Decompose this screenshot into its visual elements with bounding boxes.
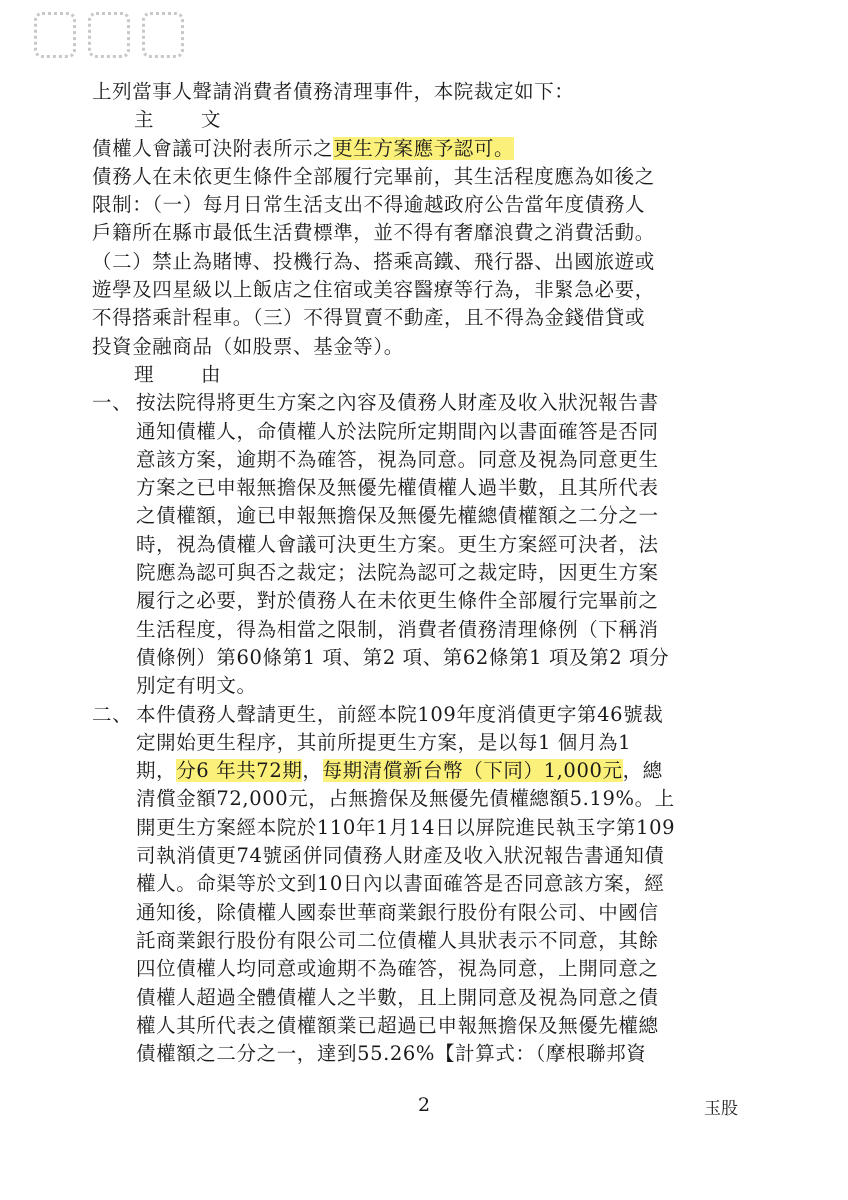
reason-line: 通知後，除債權人國泰世華商業銀行股份有限公司、中國信 [136,900,659,924]
reason-line: 開更生方案經本院於110年1月14日以屏院進民執玉字第109 [136,815,676,839]
ruling-body [92,78,762,1068]
main-text-line: 投資金融商品（如股票、基金等）。 [92,334,404,358]
line-separator: ， [302,759,323,783]
reason-line: 四位債權人均同意或逾期不為確答，視為同意，上開同意之 [136,957,659,981]
line-suffix: ，總 [622,759,663,783]
item-marker: 一、 [92,391,133,415]
reason-line: 時，視為債權人會議可決更生方案。更生方案經可決者，法 [136,532,659,556]
reason-line: 履行之必要，對於債務人在未依更生條件全部履行完畢前之 [136,589,659,613]
reason-line: 通知債權人，命債權人於法院所定期間內以書面確答是否同 [136,419,659,443]
reason-line: 生活程度，得為相當之限制，消費者債務清理條例（下稱消 [136,617,659,641]
main-text-line: 限制：（一）每月日常生活支出不得逾越政府公告當年度債務人 [92,193,646,217]
main-text-line: 不得搭乘計程車。（三）不得買賣不動產，且不得為金錢借貸或 [92,306,646,330]
item-body [136,389,762,700]
main-text-line [92,135,762,163]
page-number: 2 [417,1094,431,1116]
highlighted-payment: 每期清償新台幣（下同）1,000元 [322,759,623,783]
reason-line: 之債權額，逾已申報無擔保及無優先權總債權額之二分之一 [136,504,659,528]
reason-item-2 [92,701,762,1069]
reason-line: 債條例）第60條第1 項、第2 項、第62條第1 項及第2 項分 [136,645,670,669]
main-text-prefix: 債權人會議可決附表所示之 [92,136,334,160]
reason-line: 按法院得將更生方案之內容及債務人財產及收入狀況報告書 [136,391,659,415]
reason-line: 權人其所代表之債權額業已超過已申報無擔保及無優先權總 [136,1013,659,1037]
stamp-glyph [34,12,76,58]
reason-line: 債權人超過全體債權人之半數，且上開同意及視為同意之債 [136,985,659,1009]
reason-line-highlighted [136,757,762,785]
reason-item-1 [92,389,762,700]
main-text-line: 戶籍所在縣市最低生活費標準，並不得有奢靡浪費之消費活動。 [92,221,655,245]
reason-line: 本件債務人聲請更生，前經本院109年度消債更字第46號裁 [136,702,664,726]
highlighted-approval: 更生方案應予認可。 [333,136,515,160]
reason-line: 權人。命渠等於文到10日內以書面確答是否同意該方案，經 [136,872,665,896]
faint-stamp-mark [34,12,184,60]
line-prefix: 期， [136,759,177,783]
reason-line: 司執消債更74號函併同債務人財產及收入狀況報告書通知債 [136,844,665,868]
reason-line: 別定有明文。 [136,674,257,698]
reason-line: 債權額之二分之一，達到55.26%【計算式：（摩根聯邦資 [136,1042,647,1066]
intro-line: 上列當事人聲請消費者債務清理事件，本院裁定如下： [92,80,575,103]
reason-line: 託商業銀行股份有限公司二位債權人具狀表示不同意，其餘 [136,928,659,952]
reason-line: 定開始更生程序，其前所提更生方案，是以每1 個月為1 [136,730,632,754]
stamp-glyph [88,12,130,58]
reason-line: 方案之已申報無擔保及無優先權債權人過半數，且其所代表 [136,476,659,500]
reason-line: 意該方案，逾期不為確答，視為同意。同意及視為同意更生 [136,447,659,471]
reason-line: 院應為認可與否之裁定；法院為認可之裁定時，因更生方案 [136,561,659,585]
highlighted-term: 分6 年共72期 [176,759,303,783]
main-heading: 主 文 [134,108,235,132]
main-text-line: 債務人在未依更生條件全部履行完畢前，其生活程度應為如後之 [92,164,655,188]
main-text-line: 遊學及四星級以上飯店之住宿或美容醫療等行為，非緊急必要， [92,278,655,302]
stamp-glyph [142,12,184,58]
main-text-line: （二）禁止為賭博、投機行為、搭乘高鐵、飛行器、出國旅遊或 [92,249,655,273]
reason-heading: 理 由 [134,362,235,386]
clerk-division: 玉股 [704,1099,738,1119]
reason-line: 清償金額72,000元，占無擔保及無優先債權總額5.19%。上 [136,787,675,811]
item-body [136,701,762,1069]
item-marker: 二、 [92,702,133,726]
